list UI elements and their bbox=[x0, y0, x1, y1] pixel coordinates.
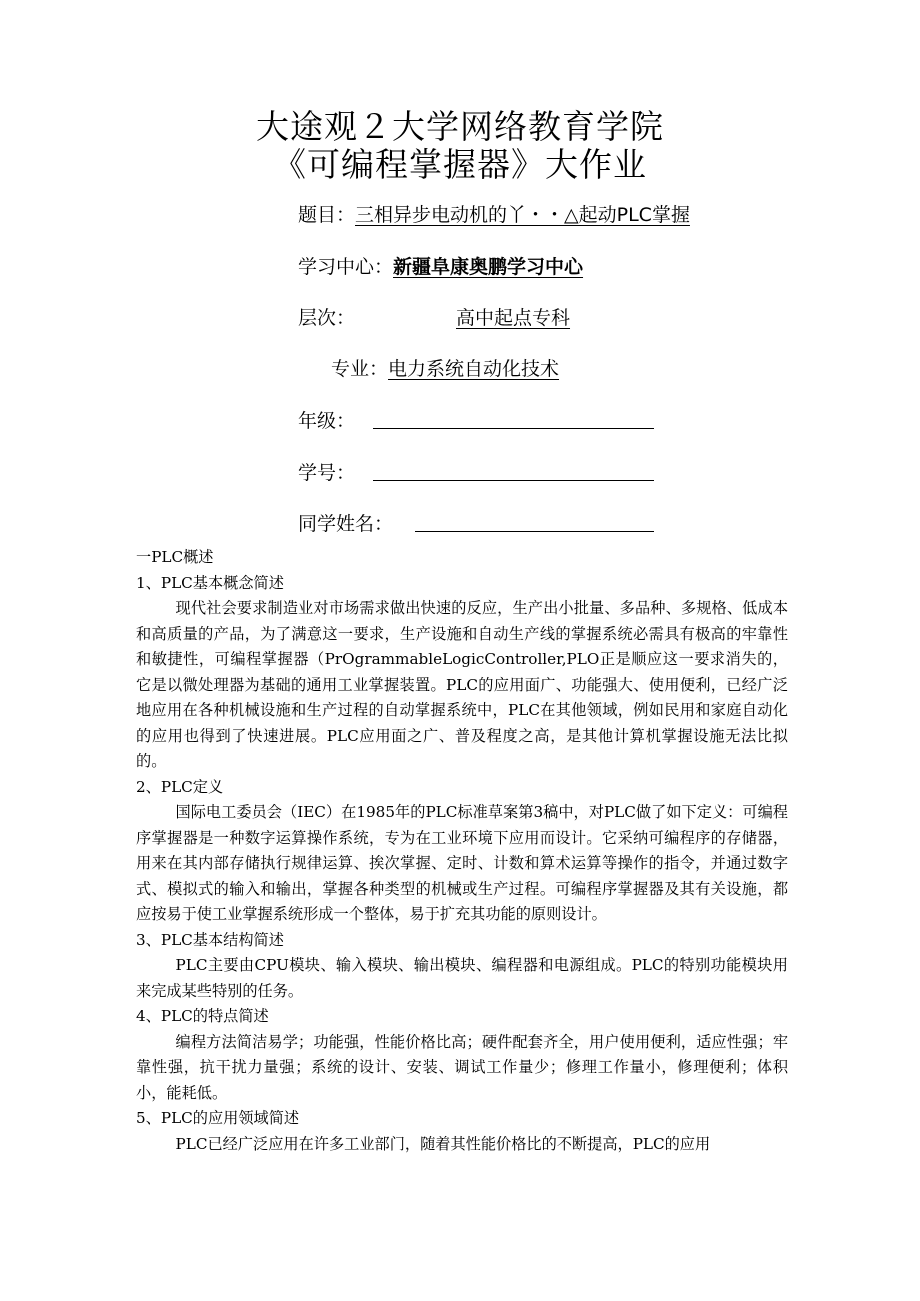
level-field bbox=[298, 305, 355, 331]
paragraph: PLC主要由CPU模块、输入模块、输出模块、编程器和电源组成。PLC的特别功能模块用来完成某些特别的任务。 bbox=[136, 956, 788, 1000]
paragraph: 现代社会要求制造业对市场需求做出快速的反应，生产出小批量、多品种、多规格、低成本和高质量的产品，为了满意这一要求，生产设施和自动生产线的掌握系统必需具有极高的牢靠性和敏捷性，可编程掌握器（PrOgrammableLogicController,PLO正是顺应这一要求消失的，它是以微处理器为基础的通用工业掌握装置。PLC的应用面广、功能强大、使用便利，已经广泛地应用在各种机械设施和生产过程的自动掌握系统中，PLC在其他领域，例如民用和家庭自动化的应用也得到了快速进展。PLC应用面之广、普及程度之高，是其他计算机掌握设施无法比拟的。 bbox=[136, 599, 788, 770]
paragraph: 编程方法简洁易学；功能强，性能价格比高；硬件配套齐全，用户使用便利，适应性强；牢靠性强，抗干扰力量强；系统的设计、安装、调试工作量少；修理工作量小，修理便利；体积小，能耗低。 bbox=[136, 1032, 788, 1102]
student-name-blank-line bbox=[415, 531, 654, 532]
paragraph: PLC已经广泛应用在许多工业部门，随着其性能价格比的不断提高，PLC的应用 bbox=[175, 1134, 711, 1153]
document-body bbox=[136, 545, 788, 1157]
level-label: 层次： bbox=[298, 307, 356, 329]
student-id-label: 学号： bbox=[298, 462, 356, 484]
subsection-heading: 3、PLC基本结构简述 bbox=[136, 930, 284, 949]
student-name-field bbox=[298, 511, 393, 537]
grade-label: 年级： bbox=[298, 410, 356, 432]
school-title: 大途观２大学网络教育学院 bbox=[256, 107, 664, 146]
study-center-field bbox=[298, 254, 583, 280]
study-center-value: 新疆阜康奥鹏学习中心 bbox=[393, 256, 584, 278]
grade-blank-line bbox=[373, 428, 654, 429]
student-name-label: 同学姓名： bbox=[298, 513, 394, 535]
section-title: 一PLC概述 bbox=[136, 548, 214, 566]
topic-label: 题目： bbox=[298, 204, 356, 226]
major-label: 专业： bbox=[331, 358, 389, 380]
student-id-field bbox=[298, 460, 355, 486]
topic-field bbox=[298, 202, 690, 228]
major-field bbox=[331, 356, 559, 382]
grade-field bbox=[298, 408, 355, 434]
subsection-heading: 2、PLC定义 bbox=[136, 777, 224, 796]
subsection-heading: 1、PLC基本概念简述 bbox=[136, 573, 284, 592]
subsection-heading: 5、PLC的应用领域简述 bbox=[136, 1109, 300, 1127]
paragraph: 国际电工委员会（IEC）在1985年的PLC标准草案第3稿中，对PLC做了如下定义：可编程序掌握器是一种数字运算操作系统，专为在工业环境下应用而设计。它采纳可编程序的存储器，用来在其内部存储执行规律运算、挨次掌握、定时、计数和算术运算等操作的指令，并通过数字式、模拟式的输入和输出，掌握各种类型的机械或生产过程。可编程序掌握器及其有关设施，都应按易于使工业掌握系统形成一个整体，易于扩充其功能的原则设计。 bbox=[136, 803, 788, 923]
level-value-wrap bbox=[456, 305, 570, 331]
course-title: 《可编程掌握器》大作业 bbox=[273, 145, 647, 184]
subsection-heading: 4、PLC的特点简述 bbox=[136, 1007, 269, 1025]
level-value: 高中起点专科 bbox=[456, 307, 571, 329]
topic-value: 三相异步电动机的丫・・△起动PLC掌握 bbox=[355, 204, 690, 226]
major-value: 电力系统自动化技术 bbox=[388, 358, 560, 380]
student-id-blank-line bbox=[373, 480, 654, 481]
study-center-label: 学习中心： bbox=[298, 256, 394, 278]
